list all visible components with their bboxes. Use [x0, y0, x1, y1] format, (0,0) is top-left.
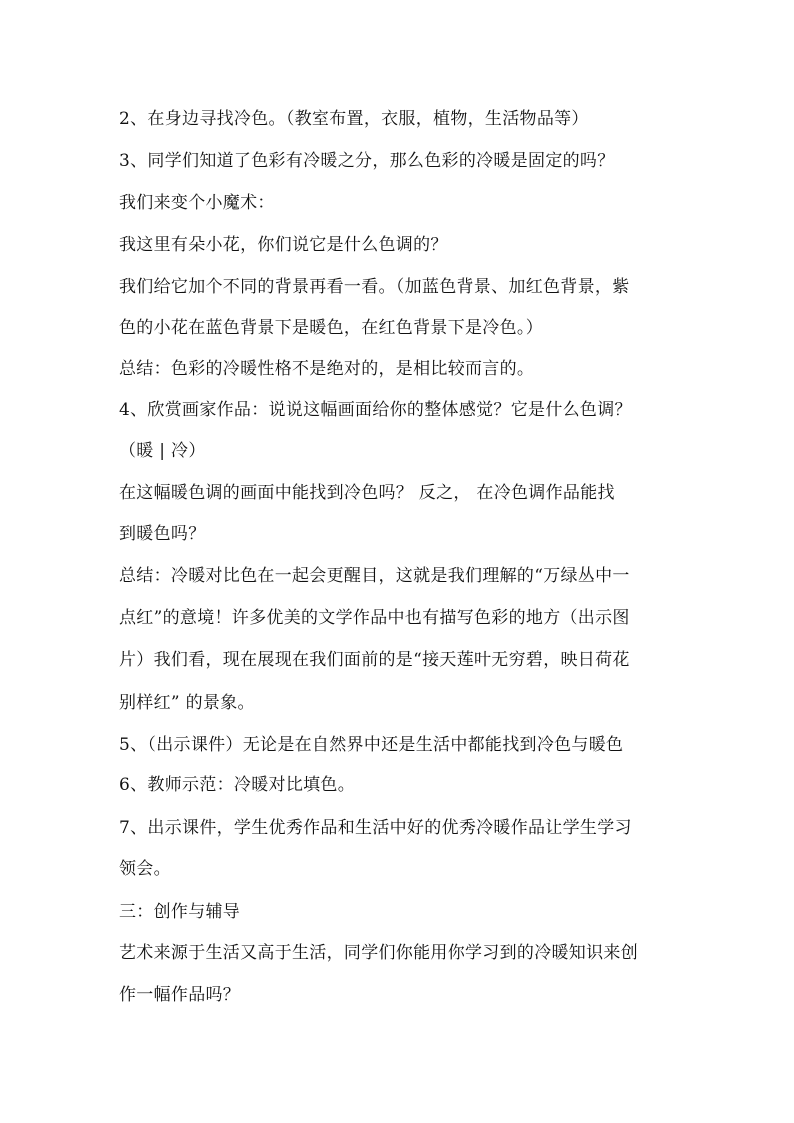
- paragraph-line: 点红”的意境！许多优美的文学作品中也有描写色彩的地方（出示图: [119, 608, 630, 628]
- paragraph-line: （暖 | 冷）: [119, 441, 206, 461]
- paragraph-line: 总结：冷暖对比色在一起会更醒目，这就是我们理解的“万绿丛中一: [119, 566, 630, 586]
- paragraph-line: 作一幅作品吗？: [119, 985, 241, 1005]
- paragraph-line: 领会。: [119, 859, 171, 879]
- paragraph-line: 别样红” 的景象。: [119, 693, 255, 713]
- paragraph-line: 到暖色吗？: [119, 524, 206, 544]
- paragraph-line: 片）我们看，现在展现在我们面前的是“接天莲叶无穷碧，映日荷花: [119, 650, 630, 670]
- paragraph-line: 6、教师示范：冷暖对比填色。: [119, 775, 356, 795]
- paragraph-line: 5、（出示课件）无论是在自然界中还是生活中都能找到冷色与暖色: [119, 735, 624, 755]
- paragraph-line: 在这幅暖色调的画面中能找到冷色吗？ 反之， 在冷色调作品能找: [119, 483, 615, 503]
- section-heading: 三：创作与辅导: [119, 902, 241, 922]
- paragraph-line: 7、出示课件，学生优秀作品和生活中好的优秀冷暖作品让学生学习: [119, 818, 632, 838]
- paragraph-line: 我这里有朵小花，你们说它是什么色调的？: [119, 235, 448, 255]
- paragraph-line: 总结：色彩的冷暖性格不是绝对的，是相比较而言的。: [119, 359, 535, 379]
- paragraph-line: 2、在身边寻找冷色。（教室布置，衣服，植物，生活物品等）: [119, 109, 589, 129]
- paragraph-line: 4、欣赏画家作品：说说这幅画面给你的整体感觉？它是什么色调？: [119, 400, 632, 420]
- paragraph-line: 我们给它加个不同的背景再看一看。（加蓝色背景、加红色背景，紫: [119, 277, 630, 297]
- paragraph-line: 我们来变个小魔术：: [119, 193, 275, 213]
- paragraph-line: 色的小花在蓝色背景下是暖色，在红色背景下是冷色。）: [119, 318, 543, 338]
- paragraph-line: 艺术来源于生活又高于生活，同学们你能用你学习到的冷暖知识来创: [119, 943, 638, 963]
- paragraph-line: 3、同学们知道了色彩有冷暖之分，那么色彩的冷暖是固定的吗？: [119, 151, 615, 171]
